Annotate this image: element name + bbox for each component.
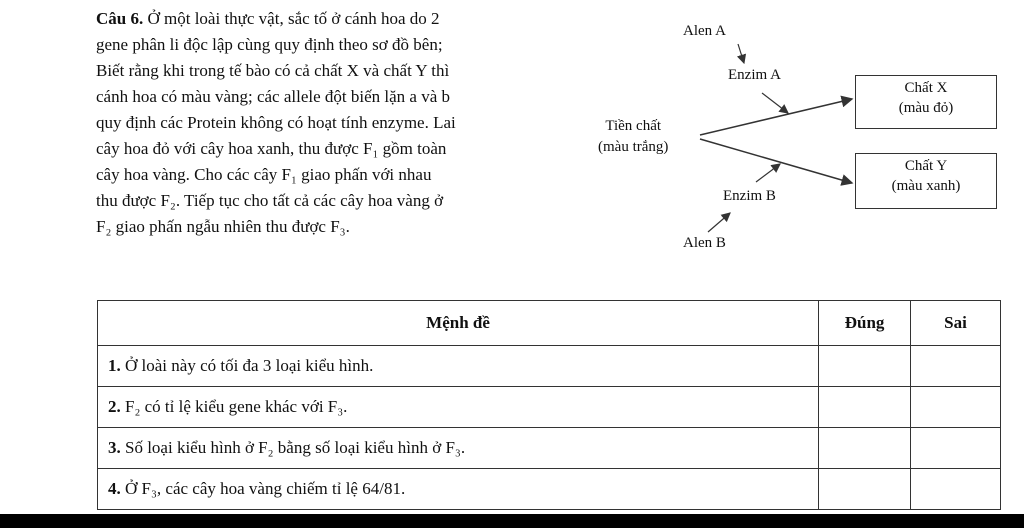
product-y-name: Chất Y xyxy=(904,158,948,174)
table-row xyxy=(98,428,1001,469)
arrow-enzyme-b-to-pathway xyxy=(756,164,780,182)
statements-table xyxy=(97,300,1001,510)
question-line-5: quy định các Protein không có hoạt tính enzyme. Lai xyxy=(96,113,456,132)
statement-cell xyxy=(98,428,819,469)
question-line-7: cây hoa vàng. Cho các cây F₁ giao phấn với nhau xyxy=(96,165,432,184)
product-y-color: (màu xanh) xyxy=(891,178,961,194)
true-answer-cell[interactable] xyxy=(819,387,911,428)
statement-number: 4. xyxy=(108,479,121,498)
statement-number: 3. xyxy=(108,438,121,457)
question-label: Câu 6. xyxy=(96,9,144,28)
bottom-black-bar xyxy=(0,514,1024,528)
statement-cell xyxy=(98,469,819,510)
true-answer-cell[interactable] xyxy=(819,428,911,469)
question-line-2: gene phân li độc lập cùng quy định theo sơ đồ bên; xyxy=(96,35,443,54)
question-line-3: Biết rằng khi trong tế bào có cả chất X và chất Y thì xyxy=(96,61,450,80)
true-answer-cell[interactable] xyxy=(819,469,911,510)
true-answer-cell[interactable] xyxy=(819,346,911,387)
enzyme-a-label: Enzim A xyxy=(728,67,781,83)
false-answer-cell[interactable] xyxy=(911,387,1001,428)
question-text xyxy=(96,6,566,240)
question-line-1 xyxy=(96,6,566,32)
table-header-row xyxy=(98,301,1001,346)
question-line-4: cánh hoa có màu vàng; các allele đột biến lặn a và b xyxy=(96,87,451,106)
product-y-box xyxy=(855,153,997,209)
false-answer-cell[interactable] xyxy=(911,346,1001,387)
precursor-node xyxy=(598,116,668,158)
arrow-precursor-to-y xyxy=(700,139,852,183)
arrow-allele-a-to-enzyme-a xyxy=(738,44,744,63)
statement-text: F₂ có tỉ lệ kiểu gene khác với F₃. xyxy=(120,397,348,416)
allele-a-label: Alen A xyxy=(683,23,726,39)
question-line-9: F₂ giao phấn ngẫu nhiên thu được F₃. xyxy=(96,217,350,236)
product-x-name: Chất X xyxy=(904,80,948,96)
statement-text: Ở loài này có tối đa 3 loại kiểu hình. xyxy=(120,356,374,375)
false-answer-cell[interactable] xyxy=(911,428,1001,469)
allele-b-label: Alen B xyxy=(683,235,726,251)
product-x-color: (màu đỏ) xyxy=(898,100,954,116)
arrow-allele-b-to-enzyme-b xyxy=(708,213,730,232)
statement-text: Ở F₃, các cây hoa vàng chiếm tỉ lệ 64/81. xyxy=(120,479,406,498)
arrow-enzyme-a-to-pathway xyxy=(762,93,788,113)
table-row xyxy=(98,387,1001,428)
header-false: Sai xyxy=(911,301,1001,346)
header-statement: Mệnh đề xyxy=(98,301,819,346)
enzyme-b-label: Enzim B xyxy=(723,188,776,204)
statement-number: 1. xyxy=(108,356,121,375)
table-row xyxy=(98,469,1001,510)
product-x-box xyxy=(855,75,997,129)
precursor-name: Tiền chất xyxy=(605,118,662,134)
question-line-8: thu được F₂. Tiếp tục cho tất cả các cây hoa vàng ở xyxy=(96,191,444,210)
statement-cell xyxy=(98,387,819,428)
statement-text: Số loại kiểu hình ở F₂ bằng số loại kiểu hình ở F₃. xyxy=(120,438,466,457)
question-line-6: cây hoa đỏ với cây hoa xanh, thu được F₁ gồm toàn xyxy=(96,139,447,158)
statements-table-wrapper xyxy=(97,300,1001,510)
statement-number: 2. xyxy=(108,397,121,416)
header-true: Đúng xyxy=(819,301,911,346)
false-answer-cell[interactable] xyxy=(911,469,1001,510)
pathway-diagram xyxy=(590,15,1010,275)
question-line-1-text: Ở một loài thực vật, sắc tố ở cánh hoa do 2 xyxy=(143,9,440,28)
precursor-color: (màu trắng) xyxy=(598,139,669,155)
table-row xyxy=(98,346,1001,387)
statement-cell xyxy=(98,346,819,387)
